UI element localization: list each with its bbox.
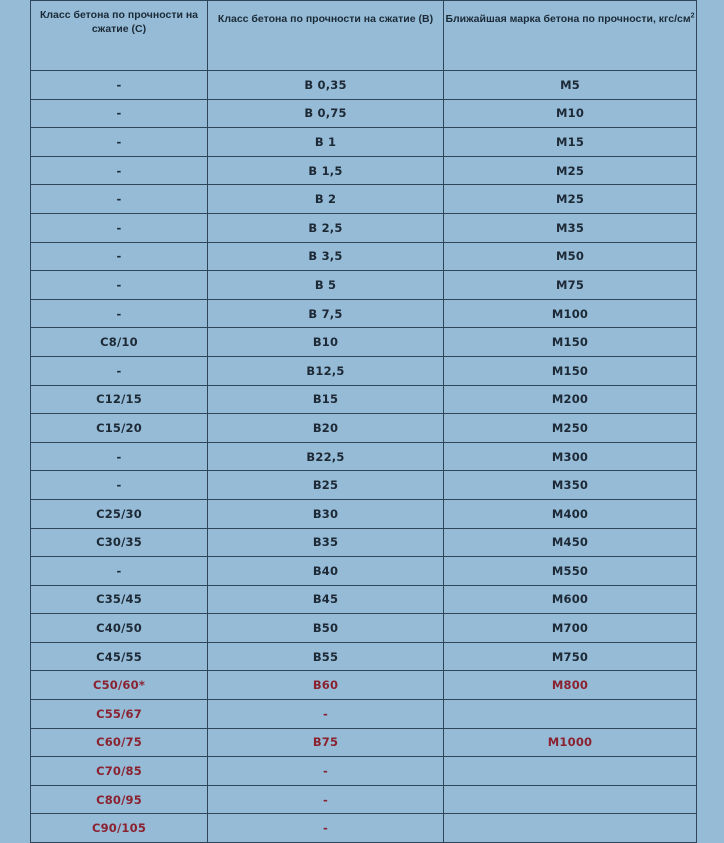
header-class-b: Класс бетона по прочности на сжатие (В): [208, 1, 444, 71]
cell-grade-m: М550: [444, 557, 697, 586]
cell-grade-m: М15: [444, 128, 697, 157]
cell-class-c: С70/85: [31, 757, 208, 786]
cell-class-b: В12,5: [208, 356, 444, 385]
table-row: [31, 442, 697, 471]
cell-grade-m: М5: [444, 71, 697, 100]
cell-class-b: В 2: [208, 185, 444, 214]
cell-class-b: В 2,5: [208, 213, 444, 242]
cell-class-b: В10: [208, 328, 444, 357]
table-row: [31, 585, 697, 614]
header-class-c: Класс бетона по прочности на сжатие (С): [31, 1, 208, 71]
cell-class-c: -: [31, 185, 208, 214]
table-row: [31, 785, 697, 814]
cell-class-b: В 3,5: [208, 242, 444, 271]
table-row: [31, 185, 697, 214]
cell-class-c: -: [31, 271, 208, 300]
cell-grade-m: М100: [444, 299, 697, 328]
table-row: [31, 328, 697, 357]
table-row: [31, 557, 697, 586]
cell-grade-m: М1000: [444, 728, 697, 757]
cell-grade-m: М10: [444, 99, 697, 128]
cell-class-c: С40/50: [31, 614, 208, 643]
table-row: [31, 642, 697, 671]
cell-class-b: В40: [208, 557, 444, 586]
cell-class-c: -: [31, 128, 208, 157]
cell-class-c: -: [31, 242, 208, 271]
cell-class-b: В30: [208, 499, 444, 528]
cell-class-b: В25: [208, 471, 444, 500]
table-row: [31, 128, 697, 157]
table-body: [31, 71, 697, 843]
header-grade-m: [444, 1, 697, 71]
table-row: [31, 471, 697, 500]
header-row: [31, 1, 697, 71]
table-row: [31, 213, 697, 242]
cell-class-c: С25/30: [31, 499, 208, 528]
cell-grade-m: [444, 814, 697, 843]
table-row: [31, 700, 697, 729]
cell-class-b: В50: [208, 614, 444, 643]
table-row: [31, 156, 697, 185]
cell-class-b: В75: [208, 728, 444, 757]
table-row: [31, 528, 697, 557]
cell-class-c: -: [31, 356, 208, 385]
cell-class-b: В 5: [208, 271, 444, 300]
concrete-grade-table: [30, 0, 697, 843]
cell-grade-m: М75: [444, 271, 697, 300]
table-row: [31, 757, 697, 786]
cell-grade-m: [444, 700, 697, 729]
cell-grade-m: М25: [444, 185, 697, 214]
cell-grade-m: М35: [444, 213, 697, 242]
cell-class-c: -: [31, 71, 208, 100]
cell-class-b: В60: [208, 671, 444, 700]
cell-class-b: -: [208, 700, 444, 729]
cell-class-b: -: [208, 785, 444, 814]
cell-class-c: С90/105: [31, 814, 208, 843]
cell-grade-m: М50: [444, 242, 697, 271]
cell-class-b: В55: [208, 642, 444, 671]
cell-class-c: -: [31, 442, 208, 471]
table-row: [31, 671, 697, 700]
cell-class-c: С30/35: [31, 528, 208, 557]
cell-class-b: В 1: [208, 128, 444, 157]
cell-grade-m: М250: [444, 414, 697, 443]
cell-class-c: -: [31, 471, 208, 500]
cell-class-c: С12/15: [31, 385, 208, 414]
cell-grade-m: [444, 785, 697, 814]
table-row: [31, 499, 697, 528]
cell-grade-m: М300: [444, 442, 697, 471]
cell-grade-m: М750: [444, 642, 697, 671]
cell-class-b: В 7,5: [208, 299, 444, 328]
cell-class-c: -: [31, 156, 208, 185]
table-row: [31, 71, 697, 100]
cell-class-c: С50/60*: [31, 671, 208, 700]
cell-class-b: В20: [208, 414, 444, 443]
cell-class-c: С80/95: [31, 785, 208, 814]
cell-class-c: -: [31, 557, 208, 586]
cell-grade-m: М350: [444, 471, 697, 500]
table-row: [31, 242, 697, 271]
cell-grade-m: М25: [444, 156, 697, 185]
table-row: [31, 414, 697, 443]
cell-grade-m: М200: [444, 385, 697, 414]
cell-grade-m: М700: [444, 614, 697, 643]
cell-class-c: -: [31, 213, 208, 242]
cell-class-c: С60/75: [31, 728, 208, 757]
header-grade-m-superscript: 2: [690, 12, 695, 20]
cell-class-b: -: [208, 757, 444, 786]
cell-class-c: С45/55: [31, 642, 208, 671]
cell-grade-m: М600: [444, 585, 697, 614]
table-row: [31, 356, 697, 385]
cell-class-b: -: [208, 814, 444, 843]
cell-class-b: В15: [208, 385, 444, 414]
cell-class-c: С15/20: [31, 414, 208, 443]
cell-grade-m: М400: [444, 499, 697, 528]
cell-class-c: С8/10: [31, 328, 208, 357]
cell-class-b: В45: [208, 585, 444, 614]
cell-grade-m: М150: [444, 328, 697, 357]
cell-class-c: С35/45: [31, 585, 208, 614]
cell-grade-m: [444, 757, 697, 786]
cell-class-b: В35: [208, 528, 444, 557]
cell-grade-m: М450: [444, 528, 697, 557]
cell-class-c: С55/67: [31, 700, 208, 729]
cell-class-c: -: [31, 99, 208, 128]
table-row: [31, 299, 697, 328]
table-row: [31, 99, 697, 128]
table-header: [31, 1, 697, 71]
table-row: [31, 271, 697, 300]
cell-class-b: В22,5: [208, 442, 444, 471]
table-row: [31, 385, 697, 414]
cell-class-b: В 1,5: [208, 156, 444, 185]
cell-class-b: В 0,75: [208, 99, 444, 128]
cell-class-b: В 0,35: [208, 71, 444, 100]
cell-grade-m: М800: [444, 671, 697, 700]
table-row: [31, 814, 697, 843]
cell-grade-m: М150: [444, 356, 697, 385]
header-grade-m-label: Ближайшая марка бетона по прочности, кгс/см: [445, 13, 691, 25]
cell-class-c: -: [31, 299, 208, 328]
table-row: [31, 728, 697, 757]
table-row: [31, 614, 697, 643]
